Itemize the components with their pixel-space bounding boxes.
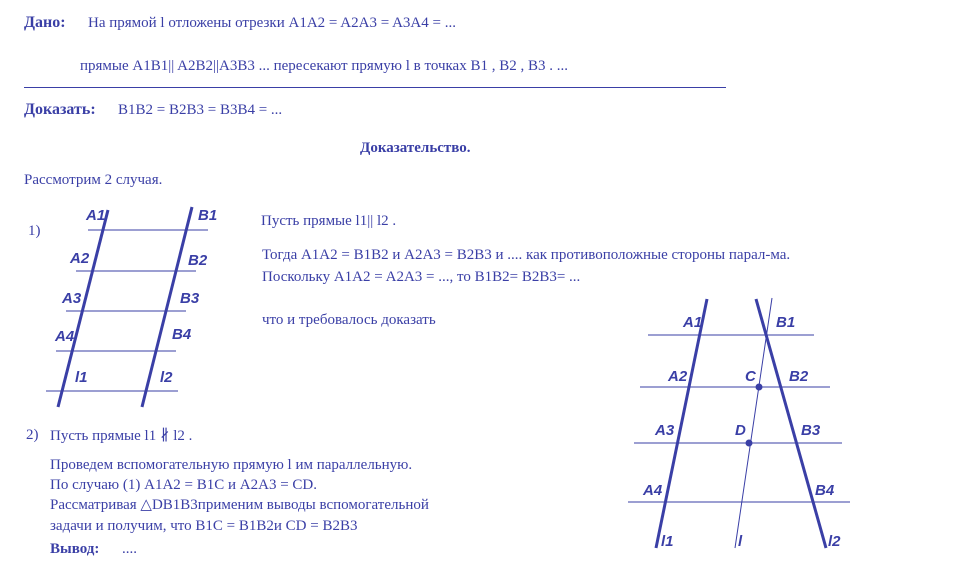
fig2-point-b3: B3 [801, 422, 821, 439]
fig1-point-a3: A3 [62, 290, 82, 307]
fig2-point-b1: B1 [776, 314, 796, 331]
fig1-line-label-l1: l1 [75, 369, 88, 386]
case2-number: 2) [26, 427, 39, 443]
case1-then: Тогда A1A2 = B1B2 и A2A3 = B2B3 и .... как противоположные стороны парал-ма. [262, 247, 791, 263]
proof-title: Доказательство. [360, 140, 471, 156]
fig2-point-a3: A3 [655, 422, 675, 439]
conclusion-label: Вывод: [50, 541, 100, 557]
fig1-point-a2: A2 [70, 250, 90, 267]
fig1-point-b1: B1 [198, 207, 218, 224]
case1-qed: что и требовалось доказать [262, 312, 436, 328]
case1-since: Поскольку A1A2 = A2A3 = ..., то B1B2= B2B3= ... [262, 269, 581, 285]
fig1-point-b3: B3 [180, 290, 200, 307]
fig1-line-label-l2: l2 [160, 369, 173, 386]
fig2-point-c-dot [756, 384, 763, 391]
prove-statement: B1B2 = B2B3 = B3B4 = ... [118, 102, 283, 118]
given-line-2: прямые A1B1|| A2B2||A3B3 ... пересекают прямую l в точках B1 , B2 , B3 . ... [80, 58, 568, 74]
case2-assume: Пусть прямые l1 ∦ l2 . [50, 428, 193, 444]
case2-line-2: По случаю (1) A1A2 = B1C и A2A3 = CD. [50, 477, 317, 493]
fig2-point-c: C [745, 368, 756, 385]
cases-intro: Рассмотрим 2 случая. [24, 172, 163, 188]
case1-assume: Пусть прямые l1|| l2 . [261, 213, 397, 229]
fig1-point-b4: B4 [172, 326, 192, 343]
fig2-line-label-l2: l2 [828, 533, 841, 550]
given-label: Дано: [24, 14, 66, 31]
fig2-point-d: D [735, 422, 746, 439]
case2-line-4: задачи и получим, что B1C = B1B2и CD = B2B3 [50, 518, 358, 534]
fig2-line-label-l: l [738, 533, 743, 550]
case1-number: 1) [28, 223, 41, 239]
fig2-point-a4: A4 [643, 482, 663, 499]
fig1-point-b2: B2 [188, 252, 208, 269]
fig2-point-a2: A2 [668, 368, 688, 385]
conclusion-text: .... [122, 541, 137, 557]
case2-line-3: Рассматривая △DB1B3применим выводы вспомогательной [50, 497, 429, 513]
fig2-point-a1: A1 [683, 314, 703, 331]
fig2-point-b2: B2 [789, 368, 809, 385]
fig1-point-a4: A4 [55, 328, 75, 345]
prove-label: Доказать: [24, 101, 96, 118]
fig2-line-label-l1: l1 [661, 533, 674, 550]
fig1-point-a1: A1 [86, 207, 106, 224]
fig2-point-d-dot [746, 440, 753, 447]
fig2-point-b4: B4 [815, 482, 835, 499]
given-line-1: На прямой l отложены отрезки A1A2 = A2A3 = A3A4 = ... [88, 15, 456, 31]
case2-line-1: Проведем вспомогательную прямую l им параллельную. [50, 457, 413, 473]
